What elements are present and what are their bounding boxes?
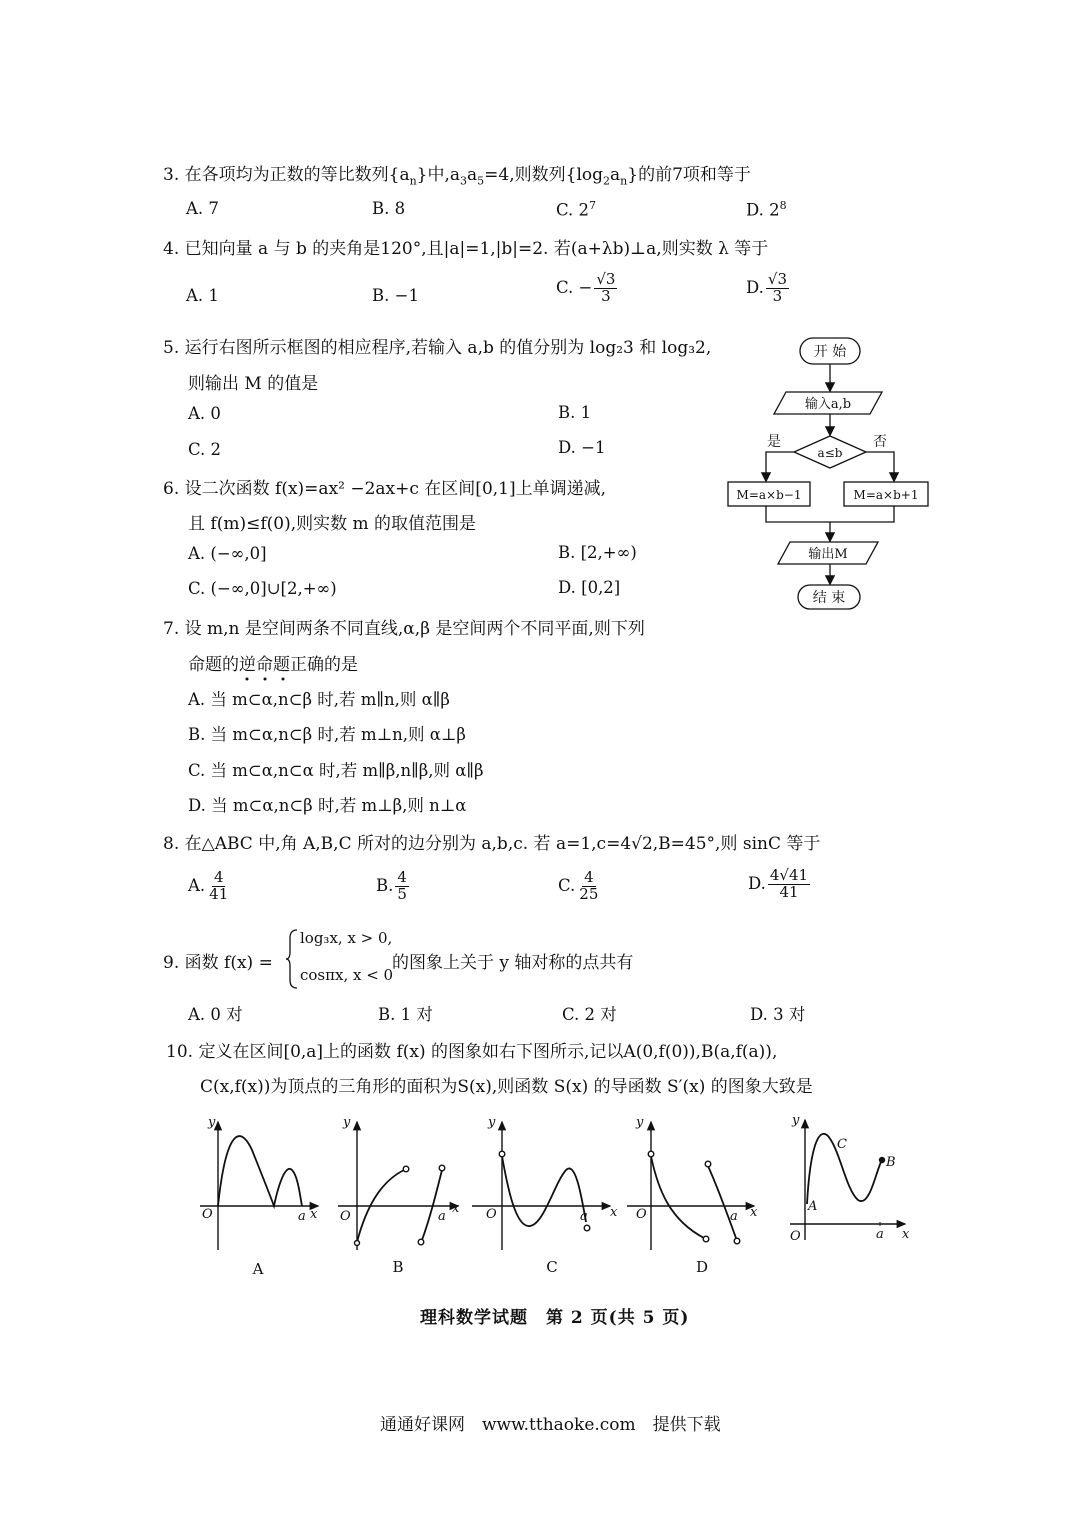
svg-text:y: y — [488, 1115, 496, 1130]
page-footer: 理科数学试题 第 2 页(共 5 页) — [420, 1308, 690, 1328]
svg-text:a: a — [298, 1209, 306, 1224]
svg-text:x: x — [610, 1205, 618, 1220]
graph-label-a: A — [252, 1260, 264, 1278]
svg-text:y: y — [343, 1115, 351, 1130]
svg-text:B: B — [886, 1155, 896, 1170]
graph-c — [472, 1122, 610, 1250]
q8-option-b: B. $\frac{4}{5}$ — [376, 868, 407, 903]
svg-text:y: y — [636, 1115, 644, 1130]
flow-left-label: M=a×b−1 — [736, 488, 802, 502]
svg-text:a: a — [438, 1209, 446, 1224]
q6-option-c: C. (−∞,0]∪[2,+∞) — [188, 579, 337, 598]
graph-label-d: D — [695, 1258, 709, 1276]
svg-text:a: a — [580, 1209, 588, 1224]
flow-yes-label: 是 — [767, 434, 781, 450]
q7-option-d: D. 当 m⊂α,n⊂β 时,若 m⊥β,则 n⊥α — [188, 796, 467, 815]
q5-option-c: C. 2 — [188, 440, 222, 459]
q3-stem: 3. 在各项均为正数的等比数列$\{a_n\}$中$,a_3a_5=4$,则数列$\{\log_2a_n\}$的前7项和等于 — [163, 165, 751, 188]
q9-stem-pre: 9. 函数 f(x) = — [163, 953, 273, 973]
svg-text:a: a — [876, 1227, 884, 1242]
q10-graphs — [190, 1110, 930, 1280]
q6-stem-line1: 6. 设二次函数 f(x)=ax² −2ax+c 在区间[0,1]上单调递减, — [163, 479, 607, 499]
graph-d — [627, 1122, 754, 1250]
q7-stem-line2: 命题的逆命题 正确的是 — [188, 650, 358, 675]
flowchart — [720, 330, 930, 615]
q3-option-b: B. 8 — [372, 199, 406, 218]
flow-no-label: 否 — [873, 434, 887, 450]
svg-text:y: y — [208, 1115, 216, 1130]
q6-option-d: D. [0,2] — [558, 578, 621, 597]
q8-option-c: C. $\frac{4}{25}$ — [558, 868, 599, 903]
q9-stem-post: 的图象上关于 y 轴对称的点共有 — [392, 953, 634, 973]
q8-option-d: D. $\frac{4√41}{41}$ — [748, 866, 809, 901]
svg-text:A: A — [808, 1199, 818, 1214]
q3-option-a: A. 7 — [186, 199, 219, 218]
flow-condition-label: a≤b — [817, 446, 843, 460]
q8-option-a: A. $\frac{4}{41}$ — [188, 868, 229, 903]
svg-text:O: O — [486, 1207, 497, 1222]
q7-stem-line1: 7. 设 m,n 是空间两条不同直线,α,β 是空间两个不同平面,则下列 — [163, 619, 645, 639]
q3-option-c: C. $2^7$ — [556, 199, 597, 220]
flow-right-label: M=a×b+1 — [853, 488, 919, 502]
q8-stem: 8. 在△ABC 中,角 A,B,C 所对的边分别为 a,b,c. 若 a=1,c=4√2,B=45°,则 sinC 等于 — [163, 834, 821, 854]
q7-option-a: A. 当 m⊂α,n⊂β 时,若 m∥n,则 α∥β — [188, 690, 450, 709]
q4-stem: 4. 已知向量 a 与 b 的夹角是120°,且|a|=1,|b|=2. 若(a+λb)⊥a,则实数 λ 等于 — [163, 239, 769, 259]
q4-option-b: B. −1 — [372, 286, 419, 305]
flow-input-label: 输入a,b — [804, 397, 852, 412]
q5-option-a: A. 0 — [188, 404, 221, 423]
q6-option-b: B. [2,+∞) — [558, 543, 637, 562]
q4-option-d: D. $\frac{√3}{3}$ — [746, 270, 787, 305]
q4-option-a: A. 1 — [186, 286, 219, 305]
flow-start-label: 开 始 — [813, 344, 847, 360]
svg-text:a: a — [730, 1209, 738, 1224]
q9-option-a: A. 0 对 — [188, 1005, 243, 1024]
svg-text:y: y — [792, 1113, 800, 1128]
q9-case-1: log₃x, x > 0, — [300, 929, 393, 947]
graph-b — [338, 1122, 458, 1250]
flow-output-label: 输出M — [808, 547, 848, 562]
q9-option-b: B. 1 对 — [378, 1005, 433, 1024]
svg-text:O: O — [340, 1209, 351, 1224]
q5-option-b: B. 1 — [558, 403, 592, 422]
graph-label-c: C — [546, 1258, 558, 1276]
q6-stem-line2: 且 f(m)≤f(0),则实数 m 的取值范围是 — [188, 514, 477, 534]
q9-case-2: cosπx, x < 0 — [300, 966, 394, 984]
q9-brace — [285, 928, 299, 990]
svg-text:O: O — [636, 1207, 647, 1222]
q5-stem-line1: 5. 运行右图所示框图的相应程序,若输入 a,b 的值分别为 log₂3 和 log₃2, — [163, 338, 712, 358]
q10-stem-line2: C(x,f(x))为顶点的三角形的面积为S(x),则函数 S(x) 的导函数 S′(x) 的图象大致是 — [200, 1077, 813, 1097]
svg-text:x: x — [902, 1227, 910, 1242]
q7-option-c: C. 当 m⊂α,n⊂α 时,若 m∥β,n∥β,则 α∥β — [188, 761, 484, 780]
graph-reference — [790, 1120, 905, 1240]
svg-text:x: x — [452, 1201, 460, 1216]
q7-option-b: B. 当 m⊂α,n⊂β 时,若 m⊥n,则 α⊥β — [188, 725, 466, 744]
q5-stem-line2: 则输出 M 的值是 — [188, 374, 319, 394]
source-line: 通通好课网 www.tthaoke.com 提供下载 — [380, 1415, 721, 1435]
q4-option-c: C. − $\frac{√3}{3}$ — [556, 270, 616, 305]
svg-text:C: C — [837, 1137, 847, 1152]
q10-stem-line1: 10. 定义在区间[0,a]上的函数 f(x) 的图象如右下图所示,记以A(0,f(0)),B(a,f(a)), — [166, 1042, 778, 1062]
svg-text:O: O — [202, 1207, 213, 1222]
svg-text:x: x — [310, 1207, 318, 1222]
q7-emphasis: 逆命题 — [239, 655, 290, 675]
graph-label-b: B — [392, 1258, 404, 1276]
q3-option-d: D. $2^8$ — [746, 199, 787, 220]
q5-option-d: D. −1 — [558, 438, 606, 457]
svg-text:x: x — [750, 1205, 758, 1220]
q9-option-d: D. 3 对 — [750, 1005, 806, 1024]
graph-a — [200, 1122, 318, 1250]
q6-option-a: A. (−∞,0] — [188, 544, 267, 563]
svg-text:O: O — [790, 1229, 801, 1244]
flow-end-label: 结 束 — [812, 590, 846, 606]
q9-option-c: C. 2 对 — [562, 1005, 617, 1024]
